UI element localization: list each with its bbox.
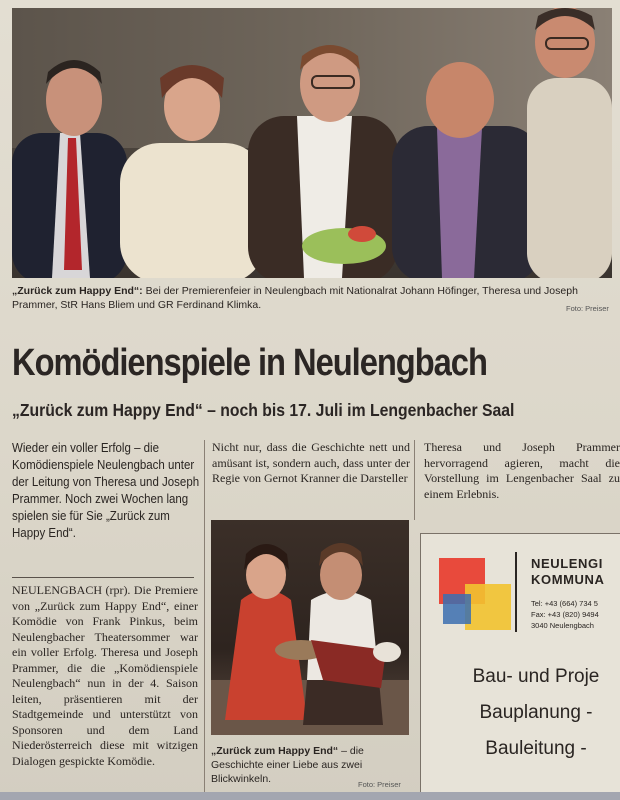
middle-photo-caption-title: „Zurück zum Happy End“ bbox=[211, 745, 339, 757]
ad-fax: Fax: +43 (820) 9494 bbox=[531, 610, 599, 619]
premiere-group-photo bbox=[12, 8, 612, 278]
bottom-color-strip bbox=[0, 792, 620, 800]
ad-service-1: Bau- und Proje bbox=[472, 666, 600, 687]
ad-service-2: Bauplanung - bbox=[479, 702, 593, 723]
company-logo-icon bbox=[435, 554, 515, 634]
middle-photo-caption-text: – die Geschichte einer Liebe aus zwei Blickwinkeln. bbox=[211, 745, 364, 785]
top-photo-caption bbox=[12, 284, 608, 312]
top-photo-credit: Foto: Preiser bbox=[566, 304, 609, 313]
stage-scene-illustration bbox=[211, 520, 409, 735]
logo-divider bbox=[515, 552, 517, 632]
ad-company-name bbox=[531, 556, 605, 588]
article-lead: Wieder ein voller Erfolg – die Komödienspiele Neulengbach unter der Leitung von Theresa und Joseph Prammer. Noch zwei Wochen lang spielen sie für Sie „Zurück zum Happy End“. bbox=[12, 441, 200, 540]
stage-scene-photo bbox=[211, 520, 409, 735]
ad-contact-block bbox=[531, 598, 599, 631]
top-photo-caption-title: „Zurück zum Happy End“: bbox=[12, 285, 143, 297]
group-photo-illustration bbox=[12, 8, 612, 278]
advertisement bbox=[420, 533, 620, 797]
middle-photo-credit: Foto: Preiser bbox=[358, 780, 401, 789]
article-body-column-3: Theresa und Joseph Prammer hervorragend agieren, macht die Vorstellung im Lengenbacher Saal zu einem Erlebnis. bbox=[424, 440, 620, 501]
column-divider-2 bbox=[414, 440, 415, 520]
article-body-column-2: Nicht nur, dass die Geschichte nett und amüsant ist, sondern auch, dass unter der Regie von Gernot Kranner die Darsteller bbox=[212, 440, 410, 485]
ad-company-line-2: KOMMUNA bbox=[531, 572, 605, 587]
lead-divider bbox=[12, 577, 194, 578]
article-subheadline: „Zurück zum Happy End“ – noch bis 17. Juli im Lengenbacher Saal bbox=[12, 400, 515, 420]
ad-company-line-1: NEULENGI bbox=[531, 556, 603, 571]
ad-phone: Tel: +43 (664) 734 5 bbox=[531, 599, 598, 608]
ad-address: 3040 Neulengbach bbox=[531, 621, 594, 630]
article-headline: Komödienspiele in Neulengbach bbox=[12, 342, 487, 384]
column-divider-1 bbox=[204, 440, 205, 792]
article-body-column-1: NEULENGBACH (rpr). Die Premiere von „Zurück zum Happy End“, einer Komödie von Frank Pinkus, beim Neulengbacher Theatersommer war ein voller Erfolg. Theresa und Joseph Prammer, die die „Komödienspiele Neulengbach“ nun in der 4. Saison leiten, präsentieren mit der Stadtgemeinde und unterstützt von Sponsoren und dem Land Niederösterreich diese mit witzigen Dialogen gespickte Komödie. bbox=[12, 583, 198, 768]
top-photo-caption-text: Bei der Premierenfeier in Neulengbach mit Nationalrat Johann Höfinger, Theresa und Joseph Prammer, StR Hans Bliem und GR Ferdinand Klimka. bbox=[12, 285, 578, 311]
ad-service-3: Bauleitung - bbox=[485, 738, 587, 759]
